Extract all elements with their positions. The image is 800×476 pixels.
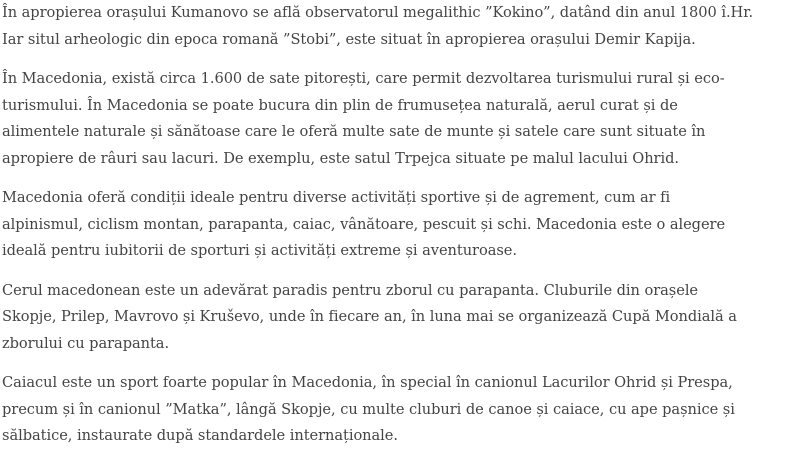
text-line: Caiacul este un sport foarte popular în Macedonia, în special în canionul Lacurilor Ohrid și Prespa, — [2, 374, 733, 391]
text-line: sălbatice, instaurate după standardele internaționale. — [2, 427, 398, 444]
text-line: Cerul macedonean este un adevărat paradis pentru zborul cu parapanta. Cluburile din orașele — [2, 281, 699, 299]
text-line: apropiere de râuri sau lacuri. De exemplu, este satul Trpejca situate pe malul lacului Ohrid. — [2, 149, 679, 167]
text-line: alimentele naturale și sănătoase care le oferă multe sate de munte și satele care sunt situate în — [2, 123, 706, 140]
text-line: precum și în canionul ”Matka”, lângă Skopje, cu multe cluburi de canoe și caiace, cu ape pașnice și — [2, 400, 735, 418]
text-line: Macedonia oferă condiții ideale pentru diverse activități sportive și de agrement, cum ar fi — [2, 189, 671, 206]
text-line: ideală pentru iubitorii de sporturi și activități extreme și aventuroase. — [2, 242, 517, 259]
text-line: turismului. În Macedonia se poate bucura din plin de frumusețea naturală, aerul curat și de — [2, 96, 678, 114]
paragraph-kayaking — [2, 370, 786, 450]
text-line: Iar situl arheologic din epoca romană ”Stobi”, este situat în apropierea orașului Demir Kapija. — [2, 30, 696, 48]
paragraph-sports — [2, 185, 786, 265]
text-line: În apropierea orașului Kumanovo se află observatorul megalithic ”Kokino”, datând din anul 1800 î.Hr. — [2, 4, 754, 21]
paragraph-kokino-stobi — [2, 0, 786, 53]
text-line: Skopje, Prilep, Mavrovo și Kruševo, unde în fiecare an, în luna mai se organizează Cupă Mondială a — [2, 308, 737, 325]
text-line: alpinismul, ciclism montan, parapanta, caiac, vânătoare, pescuit și schi. Macedonia este o alegere — [2, 215, 726, 233]
text-line: zborului cu parapanta. — [2, 334, 170, 352]
paragraph-rural-tourism — [2, 66, 786, 172]
paragraph-paragliding — [2, 278, 786, 358]
text-line: În Macedonia, există circa 1.600 de sate pitorești, care permit dezvoltarea turismului rural și eco- — [2, 70, 725, 87]
